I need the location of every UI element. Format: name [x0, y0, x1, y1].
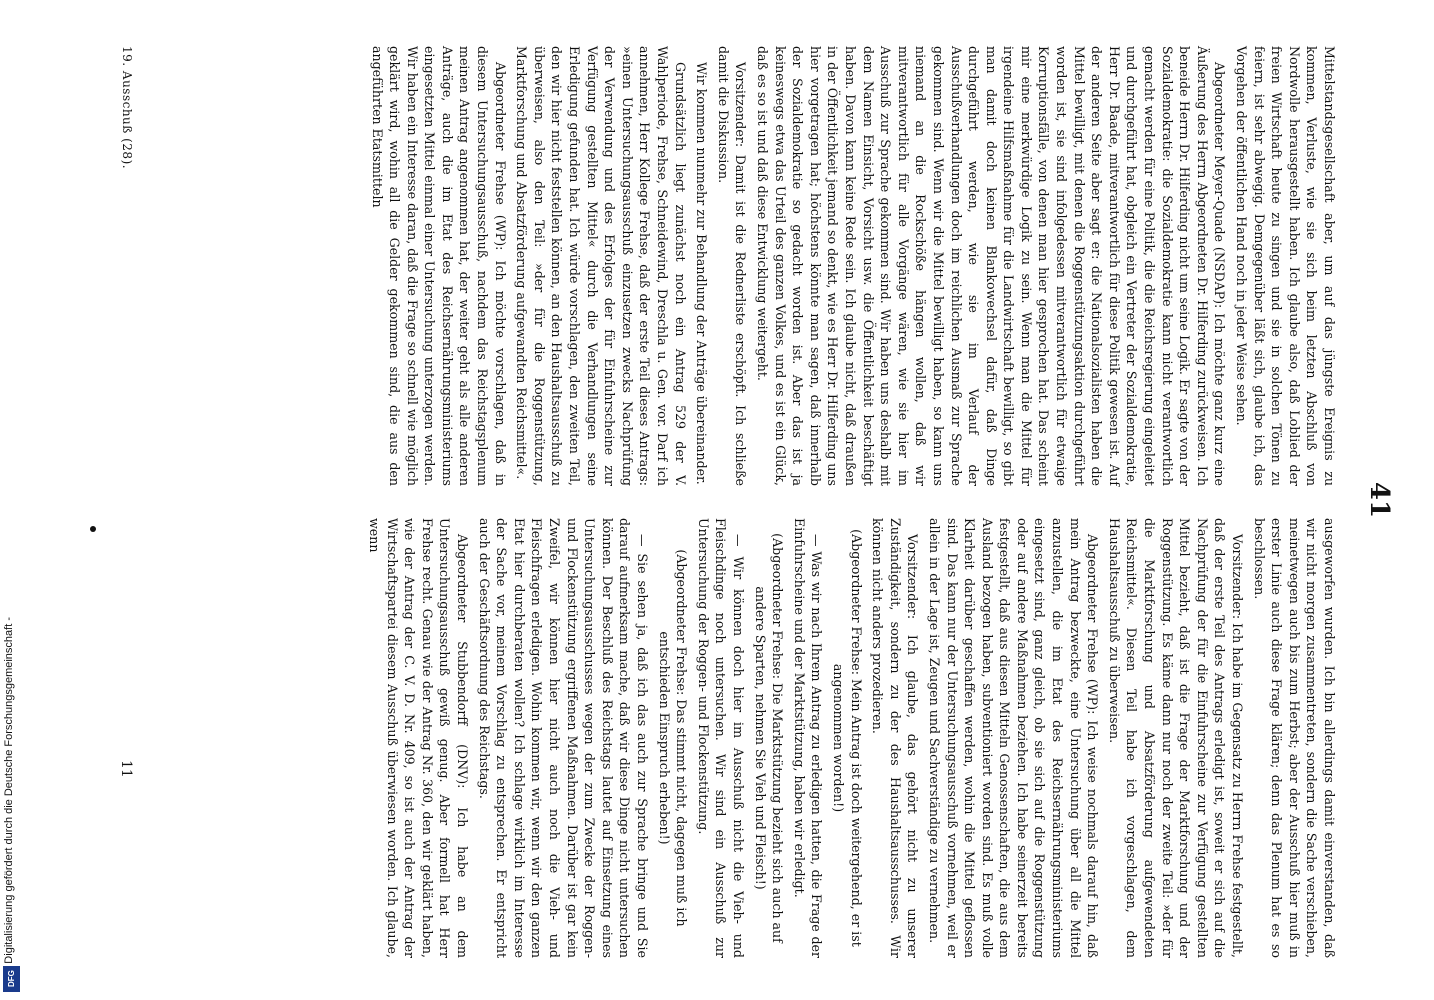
paragraph: Vorsitzender: Ich habe im Gegensatz zu Herrn Frehse festgestellt, daß der erste Teil des Antrags erledigt ist, soweit er sich auf die Nachprüfung der für die Einfuhrscheine zur Verfügung gestellten Mittel bezieht, daß ist die Frage der Marktforschung und der Roggenstützung. Es käme dann nur noch der zweite Teil: »der für die Marktforschung und Absatzförderung aufgewendeten Reichsmittel«. Diesen Teil habe ich vorgeschlagen, dem Haushaltsausschuß zu überweisen.: [1106, 518, 1246, 958]
paragraph: Abgeordneter Frehse (WP): Ich weise nochmals darauf hin, daß mein Antrag bezweckte, eine Untersuchung über all die Mittel anzustellen, die im Etat des Reichsernährungsministeriums eingesetzt sind, ganz gleich, ob sie sich auf die Roggenstützung oder auf andere Maßnahmen beziehen. Ich habe seinerzeit bereits festgestellt, daß aus diesen Mitteln Genossenschaften, die aus dem Ausland bezogen haben, subventioniert worden sind. Es muß volle Klarheit darüber geschaffen werden, wohin die Mittel geflossen sind. Das kann nur der Untersuchungsausschuß vornehmen, weil er allein in der Lage ist, Zeugen und Sachverständige zu vernehmen.: [926, 518, 1101, 958]
paragraph: Grundsätzlich liegt zunächst noch ein Antrag 529 der V. Wahlperiode, Frehse, Schneidewind, Dreschla u. Gen. vor. Darf ich annehmen, Herr Kollege Frehse, daß der erste Teil dieses Antrags: »einen Untersuchungsausschuß einzusetzen zwecks Nachprüfung der Verwendung und des Erfolges der für Einfuhrscheine zur Verfügung gestellten Mittel« durch die Verhandlungen seine Erledigung gefunden hat. Ich würde vorschlagen, den zweiten Teil, den wir hier nicht feststellen können, an den Haushaltsausschuß zu überweisen, also den Teil: »der für die Roggenstützung, Marktforschung und Absatzförderung aufgewandten Reichsmittel«.: [514, 46, 688, 486]
digitization-credit: Digitalisierung gefördert durch die Deutsche Forschungsgemeinschaft -: [3, 617, 15, 964]
sheet-number: 11: [118, 760, 134, 778]
paragraph: — Sie sehen ja, daß ich das auch zur Sprache bringe und Sie darauf aufmerksam mache, daß wir diese Dinge nicht untersuchen können. Der Beschluß des Reichstags lautet auf Einsetzung eines Untersuchungsausschusses wegen der zum Zwecke der Roggen- und Flockenstützung ergriffenen Maßnahmen. Darüber ist gar kein Zweifel, wir können hier nicht auch noch die Vieh- und Fleischfragen erledigen. Wohin kommen wir, wenn wir den ganzen Etat hier durchberaten wollen? Ich schlage wirklich im Interesse der Sache vor, meinem Vorschlag zu entsprechen. Er entspricht auch der Geschäftsordnung des Reichstags.: [476, 518, 651, 958]
paragraph: Abgeordneter Stubbendorff (DNV): Ich habe an dem Untersuchungsausschuß gewiß genug. Aber formell hat Herr Frehse recht. Genau wie der Antrag Nr. 360, den wir geklärt haben, wie der Antrag der C. V. D. Nr. 409, so ist auch der Antrag der Wirtschaftspartei diesem Ausschuß überwiesen worden. Ich glaube, wenn: [367, 518, 471, 958]
paragraph: — Wir können doch hier im Ausschuß nicht die Vieh- und Fleischdinge noch untersuchen. Wir sind ein Ausschuß zur Untersuchung der Roggen- und Flockenstützung.: [695, 518, 746, 958]
ink-dot: [90, 526, 96, 532]
paragraph: Mittelstandsgesellschaft aber, um auf das jüngste Ereignis zu kommen, Verluste, wie sie sich beim letzten Abschluß von Nordwolle herausgestellt haben. Ich glaube also, daß Loblied der freien Wirtschaft heute zu singen und sie in solchen Tönen zu feiern, ist sehr abwegig. Demgegenüber läßt sich, glaube ich, das Vorgehen der öffentlichen Hand noch in jeder Weise sehen.: [1234, 46, 1337, 486]
interjection: (Abgeordneter Frehse: Das stimmt nicht, dagegen muß ich entschieden Einspruch erheben!): [656, 549, 690, 927]
page-number: 41: [1364, 481, 1394, 519]
paragraph: Vorsitzender: Ich glaube, das gehört nicht zu unserer Zuständigkeit, sondern zu der des Haushaltsausschusses. Wir können nicht anders prozedieren.: [870, 518, 921, 958]
left-column: [364, 46, 1338, 486]
paragraph: Wir kommen nunmehr zur Behandlung der Anträge übereinander.: [694, 62, 710, 485]
paragraph: Vorsitzender: Damit ist die Rednerliste erschöpft. Ich schließe damit die Diskussion.: [715, 46, 749, 486]
paragraph: Abgeordneter Frehse (WP): Ich möchte vorschlagen, daß in diesem Untersuchungsausschuß, nachdem das Reichstagsplenum meinen Antrag angenommen hat, der weiter geht als alle anderen Anträge, auch die im Etat des Reichsernährungsministeriums eingesetzten Mittel einmal einer Untersuchung unterzogen werden. Wir haben ein Interesse daran, daß die Frage so schnell wie möglich geklärt wird, wohin all die Gelder gekommen sind, die aus den angeführten Etatsmitteln: [369, 46, 508, 486]
interjection: (Abgeordneter Frehse: Mein Antrag ist doch weitergehend, er ist angenommen worden!): [830, 529, 864, 947]
digitization-sidebar: [0, 0, 22, 1000]
signature-footer: 19. Ausschuß (28).: [120, 46, 134, 170]
paragraph: ausgeworfen wurden. Ich bin allerdings damit einverstanden, daß wir nicht morgen zusammentreten, sondern die Sache verschieben, meinetwegen auch bis zum Herbst; aber der Ausschuß hier muß in erster Linie auch diese Frage klären; denn das Plenum hat es so beschlossen.: [1251, 518, 1337, 958]
paragraph: Abgeordneter Meyer-Quade (NSDAP): Ich möchte ganz kurz eine Äußerung des Herrn Abgeordneten Dr. Hilferding zurückweisen. Ich beneide Herrn Dr. Hilferding nicht um seine Logik. Er sagte von der Sozialdemokratie: die Sozialdemokratie kann nicht verantwortlich gemacht werden für eine Politik, die die Reichsregierung eingeleitet und durchgeführt hat, obgleich ein Vertreter der Sozialdemokratie, Herr Dr. Baade, mitverantwortlich für diese Politik gewesen ist. Auf der anderen Seite aber sagt er: die Nationalsozialisten haben die Mittel bewilligt, mit denen die Roggenstützungsaktion durchgeführt worden ist, sie sind infolgedessen mitverantwortlich für etwaige Korruptionsfälle, von denen man hier gesprochen hat. Das scheint mir eine merkwürdige Logik zu sein. Wenn man die Mittel für irgendeine Hilfsmaßnahme für die Landwirtschaft bewilligt, so gibt man damit doch keinen Blankowechsel dafür, daß Dinge durchgeführt werden, wie sie im Verlauf der Ausschußverhandlungen doch im reichlichen Ausmaß zur Sprache gekommen sind. Wenn wir die Mittel bewilligt haben, so kann uns niemand an die Rockschöße hängen wollen, daß wir mitverantwortlich für alle Vorgänge wären, wie sie hier im Ausschuß zur Sprache gekommen sind. Wir haben uns deshalb mit dem Namen Einsicht, Vorsicht usw. die Öffentlichkeit beschäftigt haben. Davon kann keine Rede sein. Ich glaube nicht, daß draußen in der Öffentlichkeit jemand so denkt, wie es Herr Dr. Hilferding uns hier vorgetragen hat; höchstens könnte man sagen, daß innerhalb der Sozialdemokratie so gedacht worden ist. Aber das ist ja keineswegs etwa das Urteil des ganzen Volkes, und es ist ein Glück, daß es so ist und daß diese Entwicklung weitergeht.: [755, 46, 1228, 486]
interjection: (Abgeordneter Frehse: Die Marktstützung bezieht sich auch auf andere Sparten, nehmen Sie Vieh und Fleisch!): [752, 533, 786, 943]
dfg-logo-icon: DFG: [3, 966, 20, 992]
paragraph: — Was wir nach Ihrem Antrag zu erledigen hatten, die Frage der Einfuhrscheine und der Marktstützung, haben wir erledigt.: [791, 518, 825, 958]
right-column: [362, 518, 1338, 958]
